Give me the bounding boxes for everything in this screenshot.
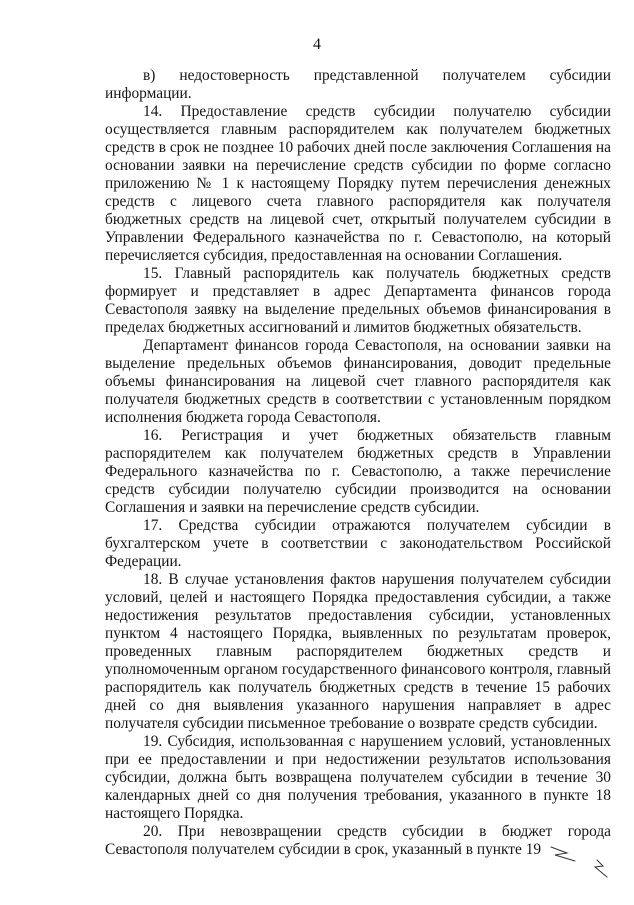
paragraph-13v: в) недостоверность представленной получателем субсидии информации. <box>105 67 611 102</box>
document-body <box>105 67 611 859</box>
pen-stroke-left <box>551 847 575 861</box>
pen-stroke-right <box>595 860 607 877</box>
paragraph-15-continued: Департамент финансов города Севастополя, на основании заявки на выделение предельных объемов финансирования, доводит предельные объемы финансирования на лицевой счет главного распорядителя как получателя бюджетных средств в соответствии с установленным порядком исполнения бюджета города Севастополя. <box>105 337 611 426</box>
paragraph-19: 19. Субсидия, использованная с нарушением условий, установленных при ее предоставлении и при недостижении результатов использования субсидии, должна быть возвращена получателем субсидии в течение 30 календарных дней со дня получения требования, указанного в пункте 18 настоящего Порядка. <box>105 733 611 822</box>
paragraph-14: 14. Предоставление средств субсидии получателю субсидии осуществляется главным распорядителем как получателем бюджетных средств в срок не позднее 10 рабочих дней после заключения Соглашения на основании заявки на перечисление средств субсидии по форме согласно приложению № 1 к настоящему Порядку путем перечисления денежных средств с лицевого счета главного распорядителя как получателя бюджетных средств на лицевой счет, открытый получателем субсидии в Управлении Федерального казначейства по г. Севастополю, на который перечисляется субсидия, предоставленная на основании Соглашения. <box>105 103 611 264</box>
paragraph-15: 15. Главный распорядитель как получатель бюджетных средств формирует и представляет в адрес Департамента финансов города Севастополя заявку на выделение предельных объемов финансирования в пределах бюджетных ассигнований и лимитов бюджетных обязательств. <box>105 265 611 336</box>
page-number: 4 <box>313 36 321 53</box>
paragraph-17: 17. Средства субсидии отражаются получателем субсидии в бухгалтерском учете в соответствии с законодательством Российской Федерации. <box>105 517 611 570</box>
paragraph-20: 20. При невозвращении средств субсидии в бюджет города Севастополя получателем субсидии в срок, указанный в пункте 19 <box>105 823 611 858</box>
initials-marks <box>545 842 615 888</box>
paragraph-16: 16. Регистрация и учет бюджетных обязательств главным распорядителем как получателем бюджетных средств в Управлении Федерального казначейства по г. Севастополю, а также перечисление средств субсидии получателю субсидии производится на основании Соглашения и заявки на перечисление средств субсидии. <box>105 427 611 516</box>
paragraph-18: 18. В случае установления фактов нарушения получателем субсидии условий, целей и настоящего Порядка предоставления субсидии, а также недостижения результатов предоставления субсидии, установленных пунктом 4 настоящего Порядка, выявленных по результатам проверок, проведенных главным распорядителем бюджетных средств и уполномоченным органом государственного финансового контроля, главный распорядитель как получатель бюджетных средств в течение 15 рабочих дней со дня выявления указанного нарушения направляет в адрес получателя субсидии письменное требование о возврате средств субсидии. <box>105 571 611 732</box>
